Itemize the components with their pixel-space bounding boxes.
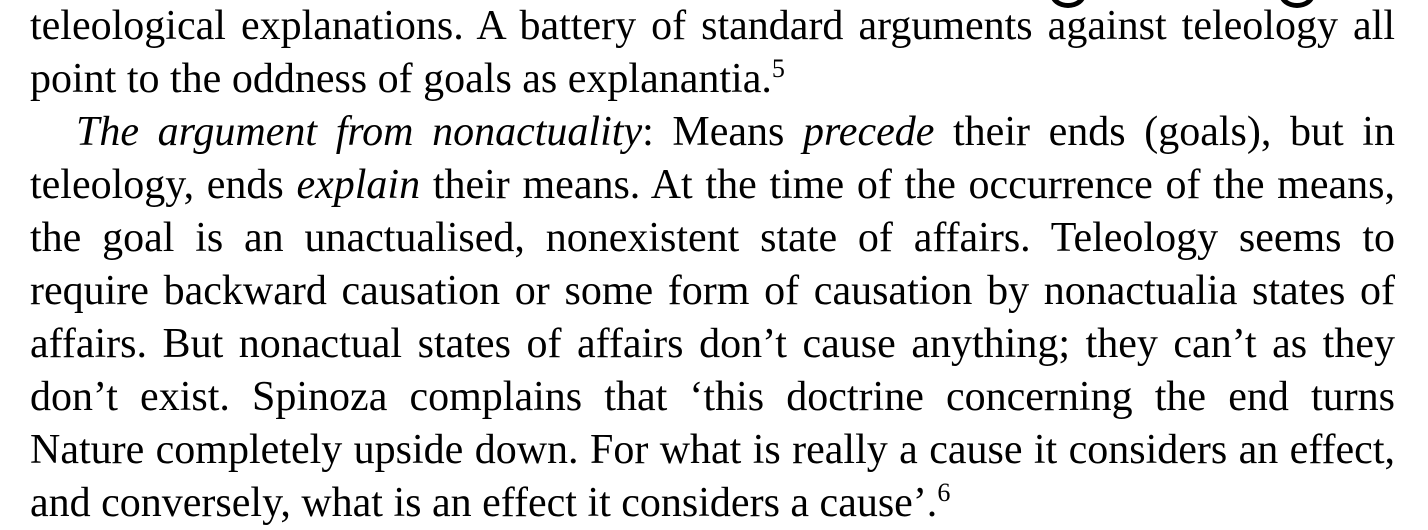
text-segment: their means. At the time of the occurrence of the means, the goal is an unactualised, nonexistent state of affairs. Teleology seems to require backward causation or some form of causation by nonactualia states of affairs. But nonactual states of affairs don’t cause anything; they can’t as they don’t exist. Spinoza complains that ‘this doctrine concerning the end turns Nature completely upside down. For what is really a cause it considers an effect, and conversely, what is an effect it considers a cause’. bbox=[30, 162, 1395, 526]
footnote-ref-6: 6 bbox=[937, 478, 951, 507]
text-segment: : Means bbox=[642, 109, 804, 155]
text-segment-italic: precede bbox=[803, 109, 935, 155]
text-segment: teleological explanations. A battery of standard arguments against teleology all point to the oddness of goals as explanantia. bbox=[30, 3, 1395, 102]
paragraph-continuation bbox=[30, 0, 1395, 106]
text-segment-italic: The argument from nonactuality bbox=[76, 109, 643, 155]
paragraph-argument-from-nonactuality bbox=[30, 106, 1395, 530]
text-segment: their ends (goals), but in teleology, ends bbox=[30, 109, 1395, 208]
text-segment-italic: explain bbox=[296, 162, 421, 208]
footnote-ref-5: 5 bbox=[771, 54, 785, 83]
